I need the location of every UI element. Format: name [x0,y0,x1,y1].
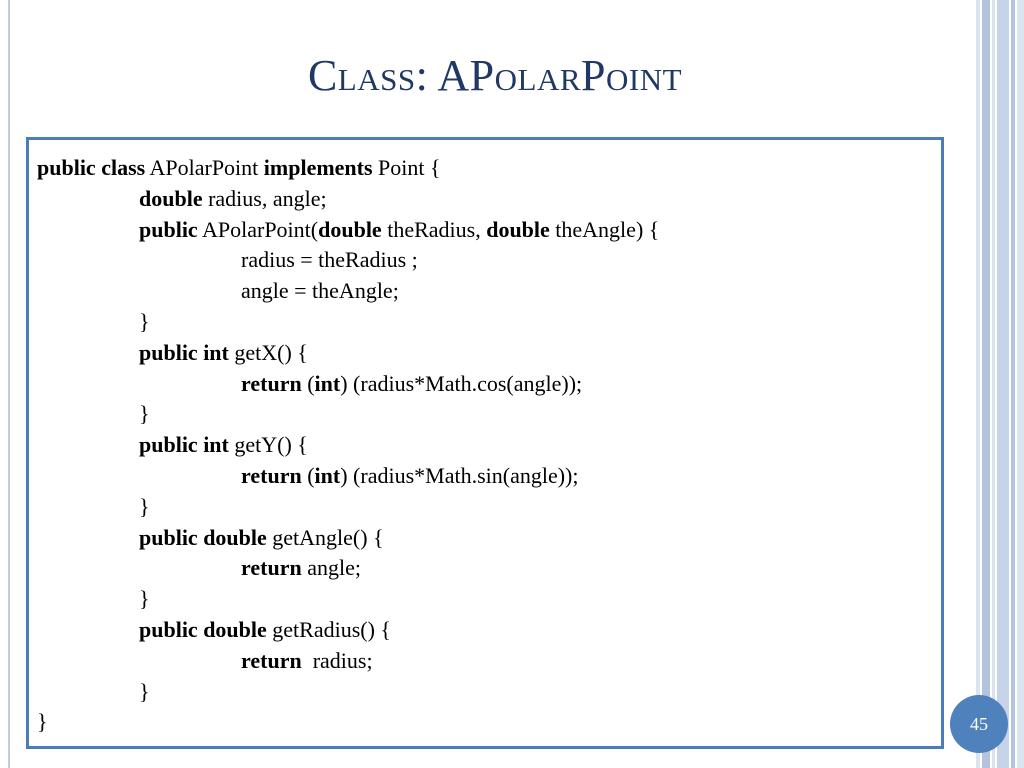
code-text: getX() { [228,339,308,365]
code-line [37,677,659,708]
code-text: Point { [372,155,441,180]
code-line [37,553,659,584]
code-line [37,184,659,215]
code-text: radius, angle; [202,185,327,211]
code-line [37,369,659,400]
left-border-line [8,0,10,768]
code-line [37,153,659,184]
code-text: APolarPoint( [197,216,319,242]
code-text: getAngle() { [266,524,384,550]
code-line [37,245,659,276]
code-line [37,430,659,461]
code-text: ) (radius*Math.cos(angle)); [340,370,583,396]
code-keyword: return [241,647,302,673]
code-keyword: double [139,185,203,211]
code-keyword: return [241,555,302,581]
code-text: } [139,586,150,612]
code-keyword: public class [37,155,146,180]
code-keyword: double [486,216,550,242]
code-keyword: return [241,462,302,488]
code-keyword: public double [139,524,267,550]
stripe [982,0,990,768]
code-keyword: public int [139,339,229,365]
code-text: theAngle) { [549,216,660,242]
code-line [37,584,659,615]
code-line [37,215,659,246]
code-keyword: return [241,370,302,396]
code-text: } [139,401,150,427]
code-keyword: int [314,370,341,396]
code-line [37,646,659,677]
code-line [37,492,659,523]
code-text: } [139,493,150,519]
code-keyword: implements [263,155,373,180]
code-line [37,523,659,554]
code-line [37,615,659,646]
code-line [37,707,659,738]
stripe [1011,0,1015,768]
code-text: ( [301,462,315,488]
code-text: theRadius, [381,216,487,242]
code-line [37,276,659,307]
stripe [1017,0,1024,768]
code-line [37,399,659,430]
code-line [37,307,659,338]
code-keyword: double [318,216,382,242]
code-text: ( [301,370,315,396]
code-keyword: public int [139,432,229,458]
code-keyword: int [314,462,341,488]
stripe [997,0,1009,768]
code-text: getY() { [228,432,308,458]
code-text: radius = theRadius ; [241,247,418,273]
code-text: angle; [301,555,361,581]
slide-title: Class: APolarPoint [307,51,683,100]
code-keyword: public [139,216,198,242]
code-text: ) (radius*Math.sin(angle)); [340,462,579,488]
stripe [976,0,980,768]
code-text: } [139,678,150,704]
right-decorative-stripes [976,0,1024,768]
stripe [992,0,995,768]
page-number-badge: 45 [950,695,1008,753]
code-keyword: public double [139,616,267,642]
code-line [37,461,659,492]
code-text: } [139,308,150,334]
code-line [37,338,659,369]
code-text: APolarPoint [145,155,264,180]
code-text: angle = theAngle; [241,278,399,304]
code-text: } [37,709,48,735]
code-block [37,153,659,738]
code-text: radius; [301,647,373,673]
code-text: getRadius() { [266,616,391,642]
